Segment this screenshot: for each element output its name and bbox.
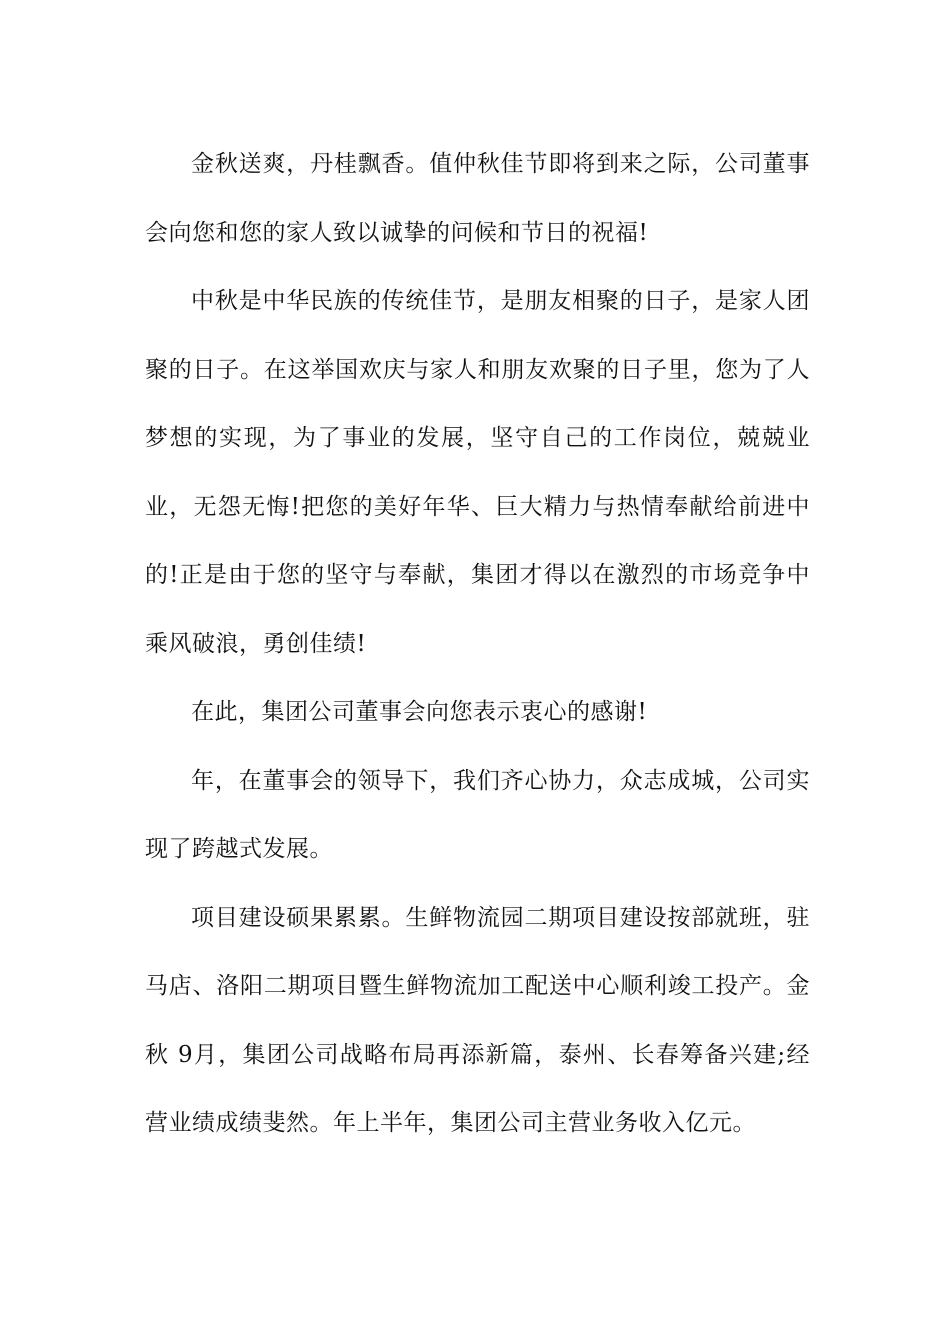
letter-body (145, 130, 810, 1158)
paragraph-projects: 项目建设硕果累累。生鲜物流园二期项目建设按部就班，驻马店、洛阳二期项目暨生鲜物流加工配送中心顺利竣工投产。金秋 9月，集团公司战略布局再添新篇，泰州、长春筹备兴建;经营业绩成绩斐然。年上半年，集团公司主营业务收入亿元。 (145, 904, 810, 1136)
paragraph-greeting: 金秋送爽，丹桂飘香。值仲秋佳节即将到来之际，公司董事会向您和您的家人致以诚挚的问候和节日的祝福! (145, 151, 810, 246)
paragraph-development: 年，在董事会的领导下，我们齐心协力，众志成城，公司实现了跨越式发展。 (145, 767, 810, 862)
paragraph-mid-autumn: 中秋是中华民族的传统佳节，是朋友相聚的日子，是家人团聚的日子。在这举国欢庆与家人和朋友欢聚的日子里，您为了人梦想的实现，为了事业的发展，坚守自己的工作岗位，兢兢业业，无怨无悔!把您的美好年华、巨大精力与热情奉献给前进中的!正是由于您的坚守与奉献，集团才得以在激烈的市场竞争中乘风破浪，勇创佳绩! (145, 288, 810, 657)
paragraph-thanks: 在此，集团公司董事会向您表示衷心的感谢! (191, 699, 648, 725)
